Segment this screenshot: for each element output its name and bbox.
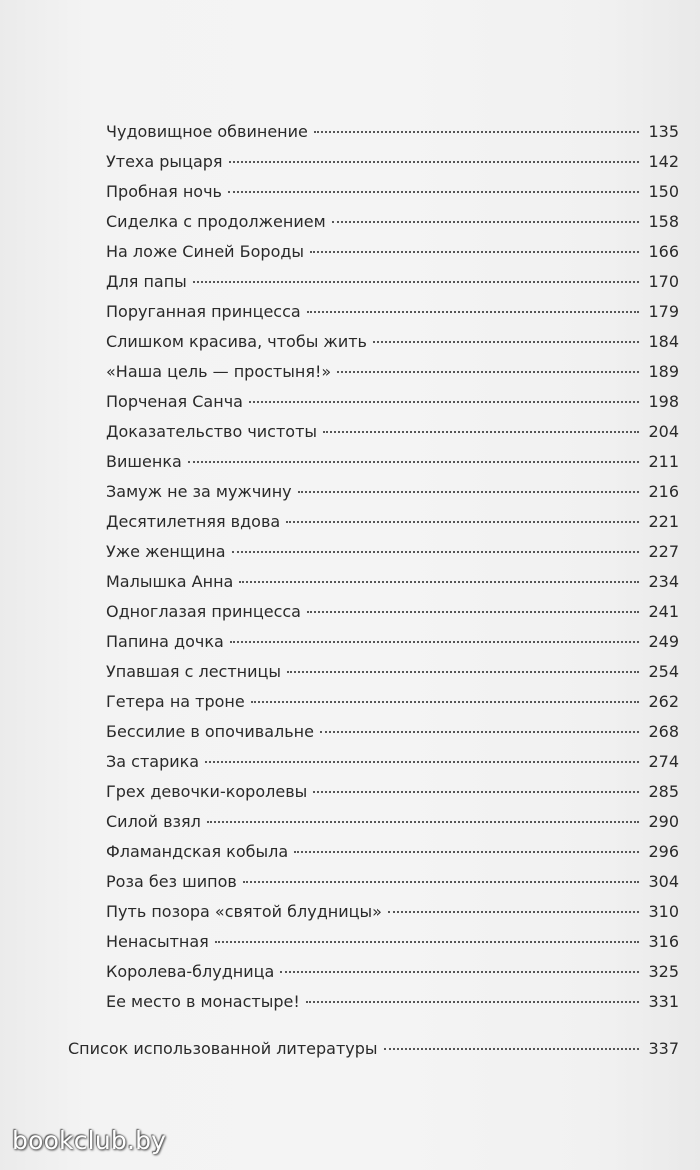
toc-entry-title: Силой взял: [106, 812, 201, 831]
toc-entry: [106, 177, 679, 207]
toc-dot-leader: [337, 371, 639, 373]
toc-dot-leader: [323, 431, 639, 433]
toc-dot-leader: [215, 941, 639, 943]
toc-entry-title: Для папы: [106, 272, 187, 291]
toc-entry: [106, 807, 679, 837]
toc-dot-leader: [249, 401, 639, 403]
toc-entry: [106, 297, 679, 327]
toc-entry-title: Бессилие в опочивальне: [106, 722, 314, 741]
toc-entry-page: 211: [648, 452, 679, 471]
toc-entry: [106, 447, 679, 477]
toc-entry-title: Пробная ночь: [106, 182, 222, 201]
toc-entry-title: Утеха рыцаря: [106, 152, 223, 171]
toc-entry: [106, 867, 679, 897]
toc-entry-title: Папина дочка: [106, 632, 224, 651]
toc-entry-title: Поруганная принцесса: [106, 302, 301, 321]
toc-dot-leader: [313, 791, 639, 793]
toc-entry: [106, 687, 679, 717]
toc-entry-title: Гетера на троне: [106, 692, 245, 711]
toc-dot-leader: [388, 911, 639, 913]
toc-dot-leader: [307, 611, 639, 613]
toc-entry-title: Ее место в монастыре!: [106, 992, 300, 1011]
toc-entry: [106, 717, 679, 747]
toc-entry: [106, 417, 679, 447]
toc-dot-leader: [280, 971, 639, 973]
toc-entry-page: 216: [648, 482, 679, 501]
toc-entry-title: Грех девочки-королевы: [106, 782, 308, 801]
toc-entry-title: За старика: [106, 752, 200, 771]
toc-entry-page: 290: [648, 812, 679, 831]
toc-entry-title: Десятилетняя вдова: [106, 512, 281, 531]
toc-entry-title: Вишенка: [106, 452, 182, 471]
toc-dot-leader: [230, 641, 639, 643]
toc-entry-page: 296: [648, 842, 679, 861]
toc-entry: [106, 327, 679, 357]
toc-entry-page: 268: [648, 722, 679, 741]
toc-entry: [106, 927, 679, 957]
toc-dot-leader: [232, 551, 639, 553]
toc-entry-page: 221: [648, 512, 679, 531]
toc-dot-leader: [294, 851, 639, 853]
toc-dot-leader: [188, 461, 639, 463]
toc-entry: [106, 567, 679, 597]
toc-dot-leader: [286, 521, 639, 523]
toc-entry-title: Роза без шипов: [106, 872, 237, 891]
toc-entry-page: 135: [648, 122, 679, 141]
toc-dot-leader: [320, 731, 639, 733]
toc-dot-leader: [193, 281, 639, 283]
toc-entry-page: 189: [648, 362, 679, 381]
toc-dot-leader: [251, 701, 639, 703]
site-watermark: bookclub.by: [12, 1126, 167, 1155]
toc-entry-page: 166: [648, 242, 679, 261]
toc-entry-bibliography: [68, 1034, 679, 1064]
toc-dot-leader: [243, 881, 639, 883]
toc-entry-title: Королева-блудница: [106, 962, 275, 981]
toc-entry-page: 285: [648, 782, 679, 801]
toc-dot-leader: [384, 1048, 639, 1050]
toc-entry: [106, 237, 679, 267]
toc-entry-page: 170: [648, 272, 679, 291]
toc-entry: [106, 267, 679, 297]
toc-entry-title: Уже женщина: [106, 542, 226, 561]
toc-entry: [106, 987, 679, 1017]
toc-entry-title: Замуж не за мужчину: [106, 482, 292, 501]
toc-entry-title: Путь позора «святой блудницы»: [106, 902, 382, 921]
toc-entry-page: 204: [648, 422, 679, 441]
toc-entry-page: 184: [648, 332, 679, 351]
toc-entry-page: 150: [648, 182, 679, 201]
toc-entry-page: 254: [648, 662, 679, 681]
toc-entry: [106, 837, 679, 867]
toc-entry-page: 304: [648, 872, 679, 891]
toc-entry: [106, 477, 679, 507]
toc-entry: [106, 207, 679, 237]
toc-entry-page: 316: [648, 932, 679, 951]
toc-entry: [106, 537, 679, 567]
toc-entry: [106, 507, 679, 537]
toc-entry-title: Порченая Санча: [106, 392, 243, 411]
toc-entry-title: Чудовищное обвинение: [106, 122, 308, 141]
toc-entry-title: Одноглазая принцесса: [106, 602, 301, 621]
toc-entry: [106, 747, 679, 777]
toc-entry: [106, 387, 679, 417]
toc-entry: [106, 357, 679, 387]
toc-entry: [106, 627, 679, 657]
toc-entry-page: 142: [648, 152, 679, 171]
toc-entry-title: Доказательство чистоты: [106, 422, 318, 441]
toc-entry-title: Сиделка с продолжением: [106, 212, 326, 231]
toc-entry-title: Слишком красива, чтобы жить: [106, 332, 367, 351]
toc-dot-leader: [207, 821, 639, 823]
toc-entry-title: Малышка Анна: [106, 572, 234, 591]
toc-entry: [106, 657, 679, 687]
toc-entry-page: 241: [648, 602, 679, 621]
toc-entry-page: 234: [648, 572, 679, 591]
toc-entry-page: 262: [648, 692, 679, 711]
toc-entry-page: 310: [648, 902, 679, 921]
toc-entry-title: Ненасытная: [106, 932, 209, 951]
toc-entry: [106, 777, 679, 807]
toc-dot-leader: [314, 131, 639, 133]
toc-entry-page: 227: [648, 542, 679, 561]
toc-dot-leader: [298, 491, 639, 493]
toc-entry: [106, 597, 679, 627]
toc-entry-title: Список использованной литературы: [68, 1039, 378, 1058]
toc-dot-leader: [205, 761, 639, 763]
toc-entry: [106, 117, 679, 147]
toc-dot-leader: [239, 581, 639, 583]
toc-dot-leader: [287, 671, 639, 673]
toc-entry-page: 274: [648, 752, 679, 771]
toc-entry: [106, 957, 679, 987]
toc-entry-page: 249: [648, 632, 679, 651]
toc-dot-leader: [373, 341, 639, 343]
toc-entry-page: 179: [648, 302, 679, 321]
toc-entry-page: 198: [648, 392, 679, 411]
toc-entry: [106, 897, 679, 927]
toc-dot-leader: [307, 311, 639, 313]
toc-dot-leader: [228, 191, 639, 193]
toc-dot-leader: [332, 221, 639, 223]
toc-entry-page: 158: [648, 212, 679, 231]
toc-entry-title: «Наша цель — простыня!»: [106, 362, 332, 381]
toc-dot-leader: [310, 251, 639, 253]
toc-dot-leader: [229, 161, 639, 163]
toc-entry-page: 337: [648, 1039, 679, 1058]
toc-entry: [106, 147, 679, 177]
toc-entry-page: 331: [648, 992, 679, 1011]
toc-entry-title: Упавшая с лестницы: [106, 662, 282, 681]
toc-dot-leader: [306, 1001, 639, 1003]
toc-entry-title: На ложе Синей Бороды: [106, 242, 305, 261]
toc-entry-title: Фламандская кобыла: [106, 842, 289, 861]
toc-entry-page: 325: [648, 962, 679, 981]
